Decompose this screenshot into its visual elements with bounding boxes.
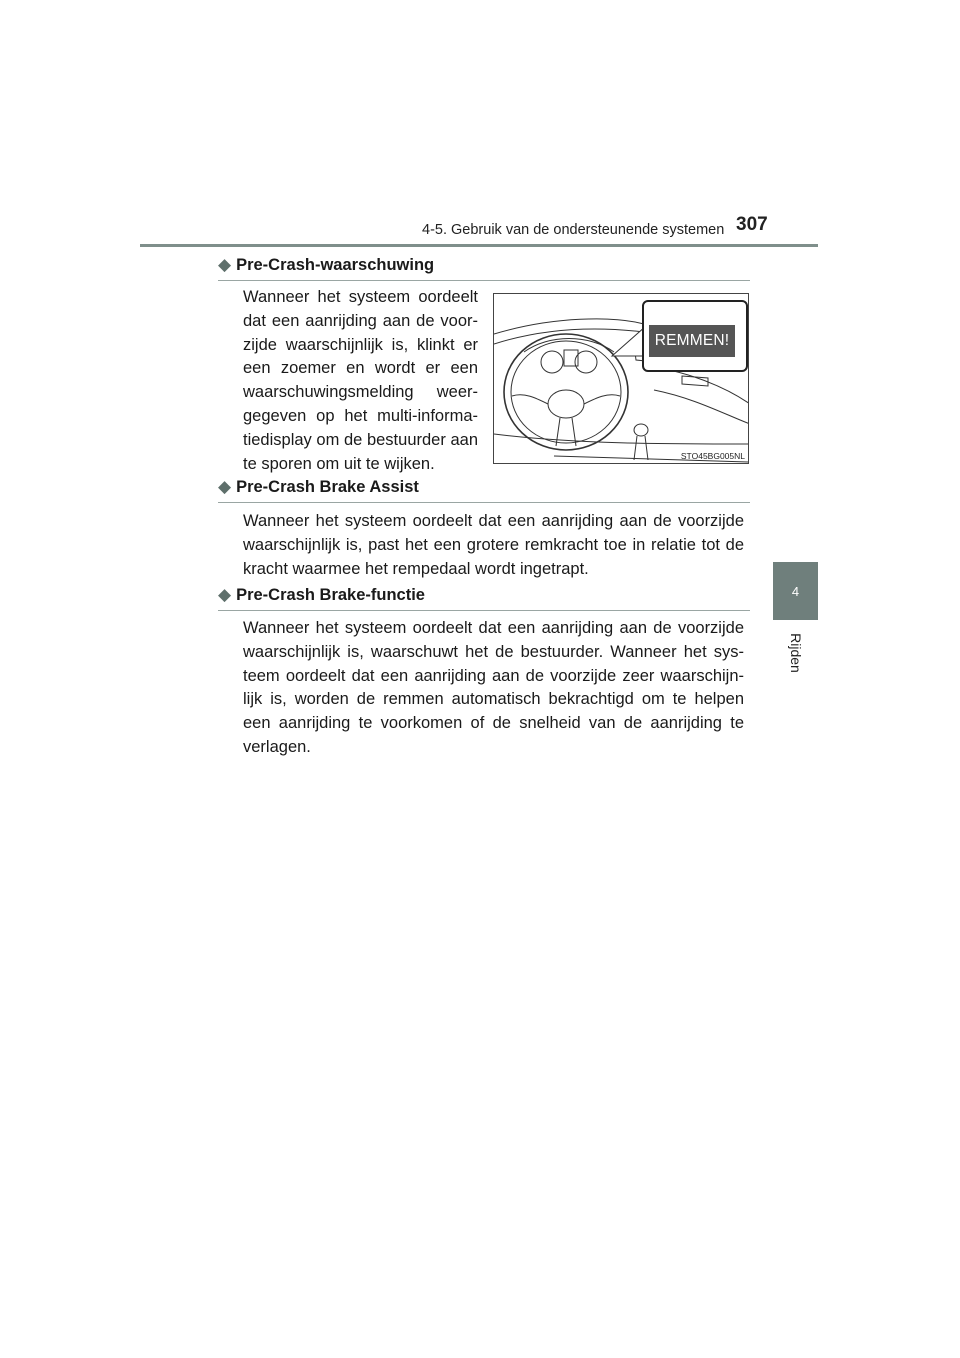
- section-heading-brake-function: [218, 585, 750, 611]
- chapter-label: [778, 628, 814, 678]
- section-body: Wanneer het systeem oordeelt dat een aanrijding aan de voorzijde waarschijnlijk is, past het een grotere remkracht toe in relatie tot de kracht waarmee het rempedaal wordt ingetrapt.: [243, 512, 744, 578]
- section-body: Wanneer het systeem oordeelt dat een aanrijding aan de voor-zijde waarschijnlijk is, klinkt er een zoemer en wordt er een waarschuwingsmelding weer-gegeven op het multi-informa-tiedisplay om de bestuurder aan te sporen om uit te wijken.: [243, 288, 478, 473]
- diamond-icon: ◆: [218, 255, 232, 274]
- section-heading-brake-assist: [218, 477, 750, 503]
- running-header: 4-5. Gebruik van de ondersteunende systemen: [422, 222, 725, 238]
- section-title: Pre-Crash Brake Assist: [236, 478, 419, 496]
- chapter-number: 4: [791, 583, 800, 599]
- section-heading-pre-crash-warning: [218, 255, 750, 281]
- chapter-name: Rijden: [788, 633, 805, 673]
- page-number: 307: [736, 214, 768, 235]
- chapter-tab: [773, 562, 818, 620]
- header-divider: [140, 244, 818, 247]
- display-warning-message: REMMEN!: [649, 325, 735, 357]
- diamond-icon: ◆: [218, 477, 232, 496]
- section-title: Pre-Crash Brake-functie: [236, 586, 425, 604]
- diamond-icon: ◆: [218, 585, 232, 604]
- section-title: Pre-Crash-waarschuwing: [236, 256, 435, 274]
- figure-code: STO45BG005NL: [680, 451, 745, 461]
- section-body: Wanneer het systeem oordeelt dat een aanrijding aan de voorzijde waarschijnlijk is, waarschuwt het de bestuurder. Wanneer het sys-teem oordeelt dat een aanrijding aan de voorzijde zeer waarschijn-lijk is, worden de remmen automatisch bekrachtigd om te helpen een aanrijding te voorkomen of de snelheid van de aanrijding te verlagen.: [243, 619, 744, 756]
